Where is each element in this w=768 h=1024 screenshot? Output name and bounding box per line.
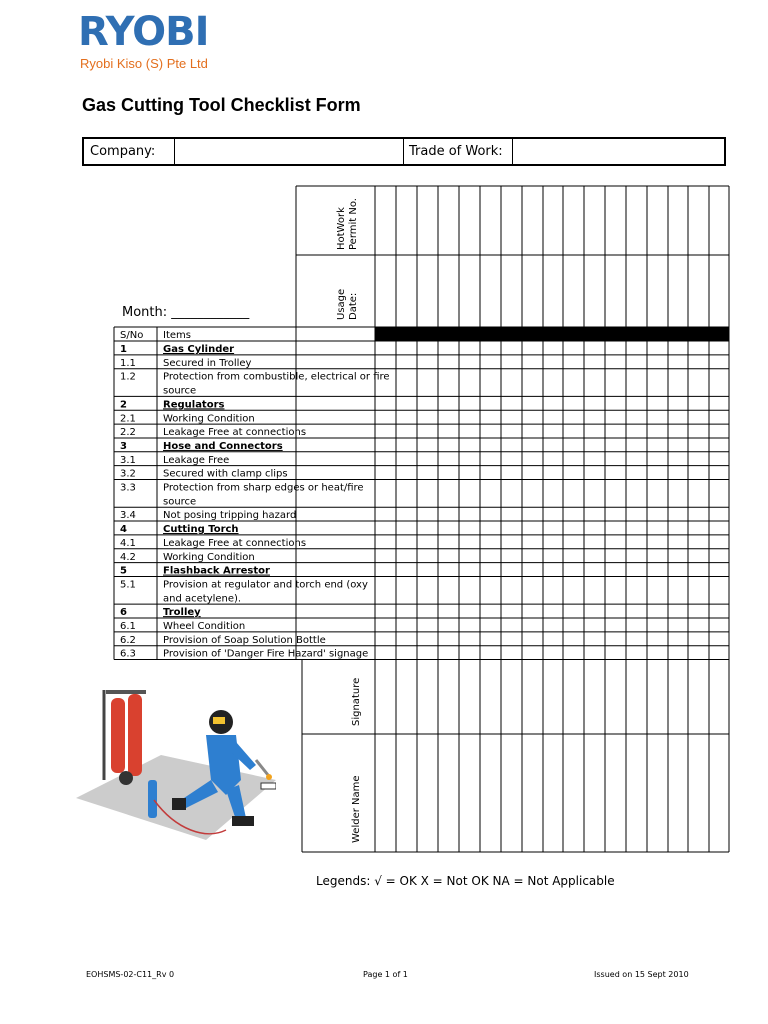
row-item: Gas Cylinder bbox=[163, 344, 235, 355]
gas-cylinder-blue bbox=[148, 780, 157, 818]
gas-cylinder-red bbox=[111, 698, 125, 773]
legend: Legends: √ = OK X = Not OK NA = Not Applicable bbox=[316, 874, 615, 888]
company-name: Ryobi Kiso (S) Pte Ltd bbox=[80, 56, 208, 71]
worker-boot bbox=[172, 798, 186, 810]
row-item: Hose and Connectors bbox=[163, 440, 283, 452]
row-item: Protection from combustible, electrical or fire bbox=[163, 371, 390, 383]
row-sno: 5.1 bbox=[120, 579, 136, 591]
row-sno: 2.1 bbox=[120, 413, 136, 425]
row-item: Provision at regulator and torch end (oxy bbox=[163, 579, 368, 591]
col-sno-header: S/No bbox=[120, 330, 144, 341]
row-sno: 6.1 bbox=[120, 621, 136, 632]
row-sno: 3.4 bbox=[120, 510, 136, 522]
row-item: Working Condition bbox=[163, 551, 255, 563]
floor-shadow bbox=[76, 755, 276, 840]
row-item: Leakage Free at connections bbox=[163, 537, 307, 549]
row-item-cont: source bbox=[163, 496, 197, 508]
row-item: Trolley bbox=[163, 607, 201, 619]
row-sno: 3.3 bbox=[120, 482, 136, 494]
month-label: Month: ____________ bbox=[122, 305, 250, 320]
page-number: Page 1 of 1 bbox=[363, 970, 408, 979]
row-item: Provision of 'Danger Fire Hazard' signage bbox=[163, 648, 369, 660]
row-sno: 6.3 bbox=[120, 648, 136, 660]
gas-cylinder-red-2 bbox=[128, 694, 142, 776]
row-item: Secured with clamp clips bbox=[163, 468, 288, 480]
row-sno: 5 bbox=[120, 565, 127, 577]
trolley-wheel bbox=[119, 771, 133, 785]
row-item: Regulators bbox=[163, 399, 225, 411]
row-item: Cutting Torch bbox=[163, 524, 239, 536]
usage-header: Usage bbox=[336, 288, 347, 320]
row-sno: 4.2 bbox=[120, 551, 136, 563]
row-item: Wheel Condition bbox=[163, 621, 246, 632]
row-sno: 4.1 bbox=[120, 537, 136, 549]
row-sno: 3 bbox=[120, 440, 127, 452]
row-sno: 3.1 bbox=[120, 454, 136, 466]
row-item: Flashback Arrestor bbox=[163, 565, 270, 577]
permit-header-2: Permit No. bbox=[348, 198, 359, 250]
usage-header-2: Date: bbox=[348, 292, 359, 320]
row-sno: 3.2 bbox=[120, 468, 136, 480]
row-item: Protection from sharp edges or heat/fire bbox=[163, 482, 364, 494]
row-item: Provision of Soap Solution Bottle bbox=[163, 634, 326, 646]
row-sno: 6 bbox=[120, 607, 127, 619]
trade-label: Trade of Work: bbox=[409, 144, 503, 159]
row-sno: 1 bbox=[120, 344, 127, 355]
signature-header: Signature bbox=[351, 677, 362, 726]
cutting-torch bbox=[256, 760, 268, 775]
row-item-cont: source bbox=[163, 385, 197, 397]
company-logo: RYOBI bbox=[78, 9, 209, 55]
row-sno: 2 bbox=[120, 399, 127, 411]
row-sno: 1.1 bbox=[120, 357, 136, 369]
company-label: Company: bbox=[90, 144, 156, 159]
row-sno: 1.2 bbox=[120, 371, 136, 383]
page-title: Gas Cutting Tool Checklist Form bbox=[82, 95, 361, 115]
row-item: Not posing tripping hazard bbox=[163, 510, 297, 522]
doc-number: EOHSMS-02-C11_Rv 0 bbox=[86, 970, 175, 979]
row-item-cont: and acetylene). bbox=[163, 593, 242, 605]
welder-illustration bbox=[76, 680, 276, 850]
row-sno: 4 bbox=[120, 524, 127, 536]
permit-header: HotWork bbox=[336, 207, 347, 250]
row-item: Leakage Free at connections bbox=[163, 427, 307, 439]
row-item: Working Condition bbox=[163, 413, 255, 425]
row-item: Secured in Trolley bbox=[163, 357, 252, 369]
row-sno: 6.2 bbox=[120, 634, 136, 646]
welder-header: Welder Name bbox=[351, 775, 362, 843]
header-strip bbox=[375, 327, 729, 341]
issue-date: Issued on 15 Sept 2010 bbox=[594, 970, 689, 979]
row-sno: 2.2 bbox=[120, 427, 136, 439]
col-items-header: Items bbox=[163, 330, 191, 341]
row-item: Leakage Free bbox=[163, 454, 230, 466]
